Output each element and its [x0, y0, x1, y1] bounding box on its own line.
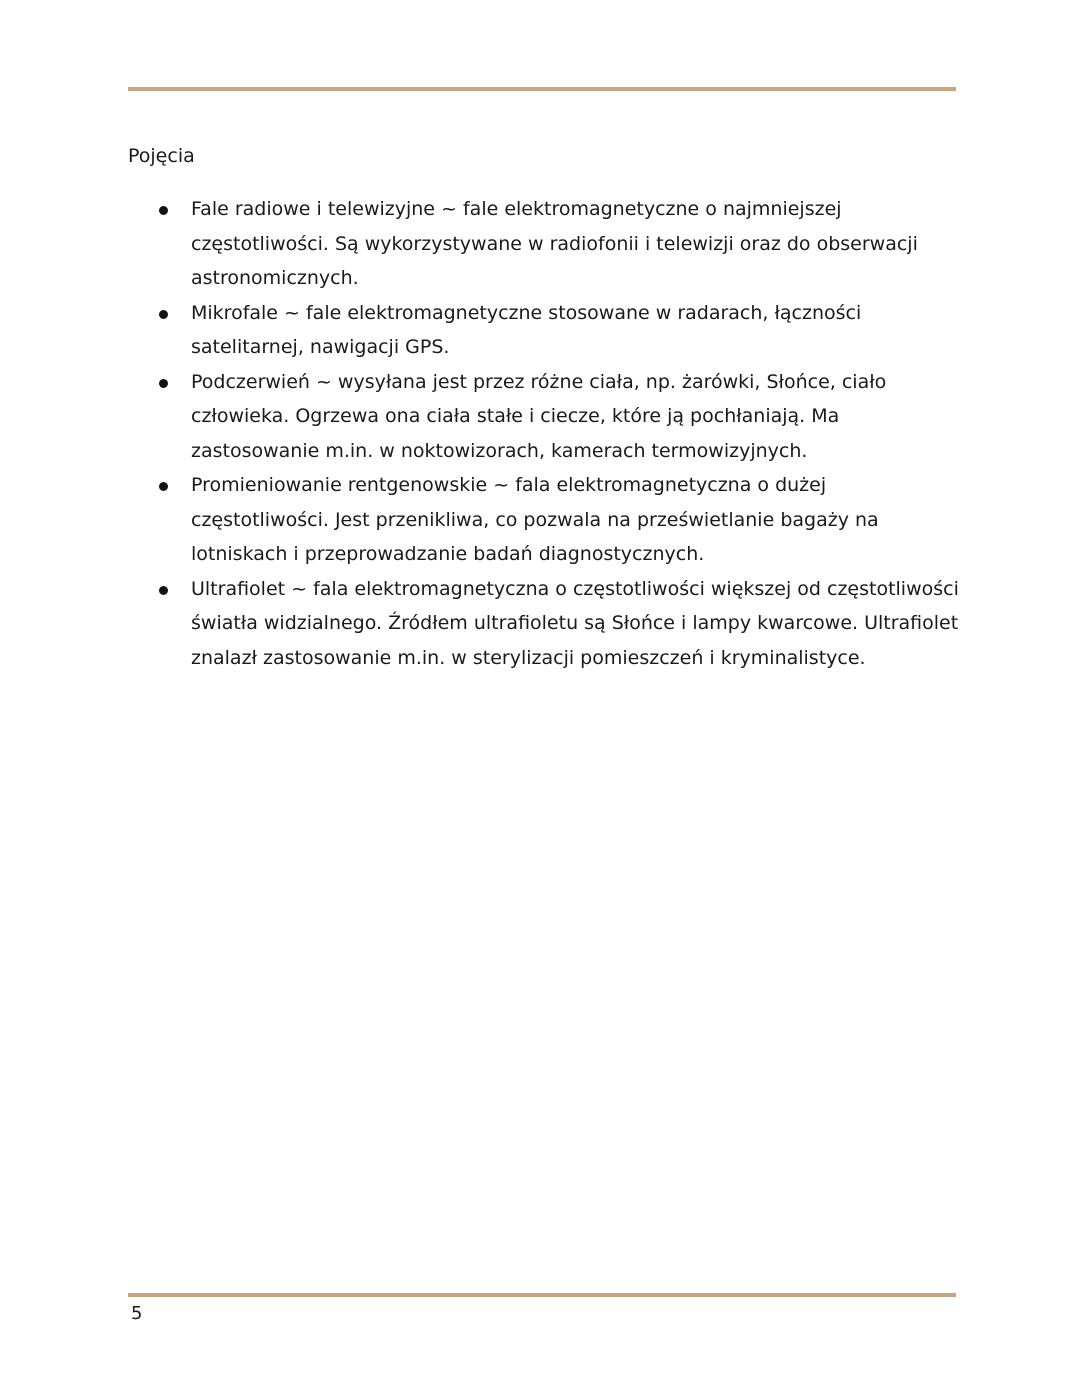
list-item-text: Podczerwień ~ wysyłana jest przez różne ciała, np. żarówki, Słońce, ciało człowieka. Ogrzewa ona ciała stałe i ciecze, które ją pochłaniają. Ma zastosowanie m.in. w noktowizorach, kamerach termowizyjnych.	[191, 370, 887, 462]
list-item-text: Promieniowanie rentgenowskie ~ fala elektromagnetyczna o dużej częstotliwości. Jest przenikliwa, co pozwala na prześwietlanie bagaży na lotniskach i przeprowadzanie badań diagnostycznych.	[191, 474, 879, 565]
list-item	[0, 365, 961, 469]
list-item-text: Ultrafiolet ~ fala elektromagnetyczna o częstotliwości większej od częstotliwości światła widzialnego. Źródłem ultrafioletu są Słońce i lampy kwarcowe. Ultrafiolet znalazł zastosowanie m.in. w sterylizacji pomieszczeń i kryminalistyce.	[191, 577, 959, 669]
bullet-icon	[159, 310, 168, 319]
list-item-text: Mikrofale ~ fale elektromagnetyczne stosowane w radarach, łączności satelitarnej, nawigacji GPS.	[191, 301, 862, 358]
list-item	[0, 192, 961, 296]
bullet-icon	[159, 206, 168, 215]
section-title: Pojęcia	[128, 145, 195, 167]
footer-divider	[128, 1293, 956, 1297]
bullet-icon	[159, 482, 168, 491]
list-item	[0, 296, 961, 365]
list-item-text: Fale radiowe i telewizyjne ~ fale elektromagnetyczne o najmniejszej częstotliwości. Są wykorzystywane w radiofonii i telewizji oraz do obserwacji astronomicznych.	[191, 198, 918, 289]
list-item	[0, 468, 961, 572]
bullet-icon	[159, 379, 168, 388]
page-number: 5	[131, 1303, 143, 1324]
header-divider	[128, 87, 956, 91]
list-item	[0, 572, 961, 676]
concept-list	[0, 192, 1080, 675]
bullet-icon	[159, 586, 168, 595]
